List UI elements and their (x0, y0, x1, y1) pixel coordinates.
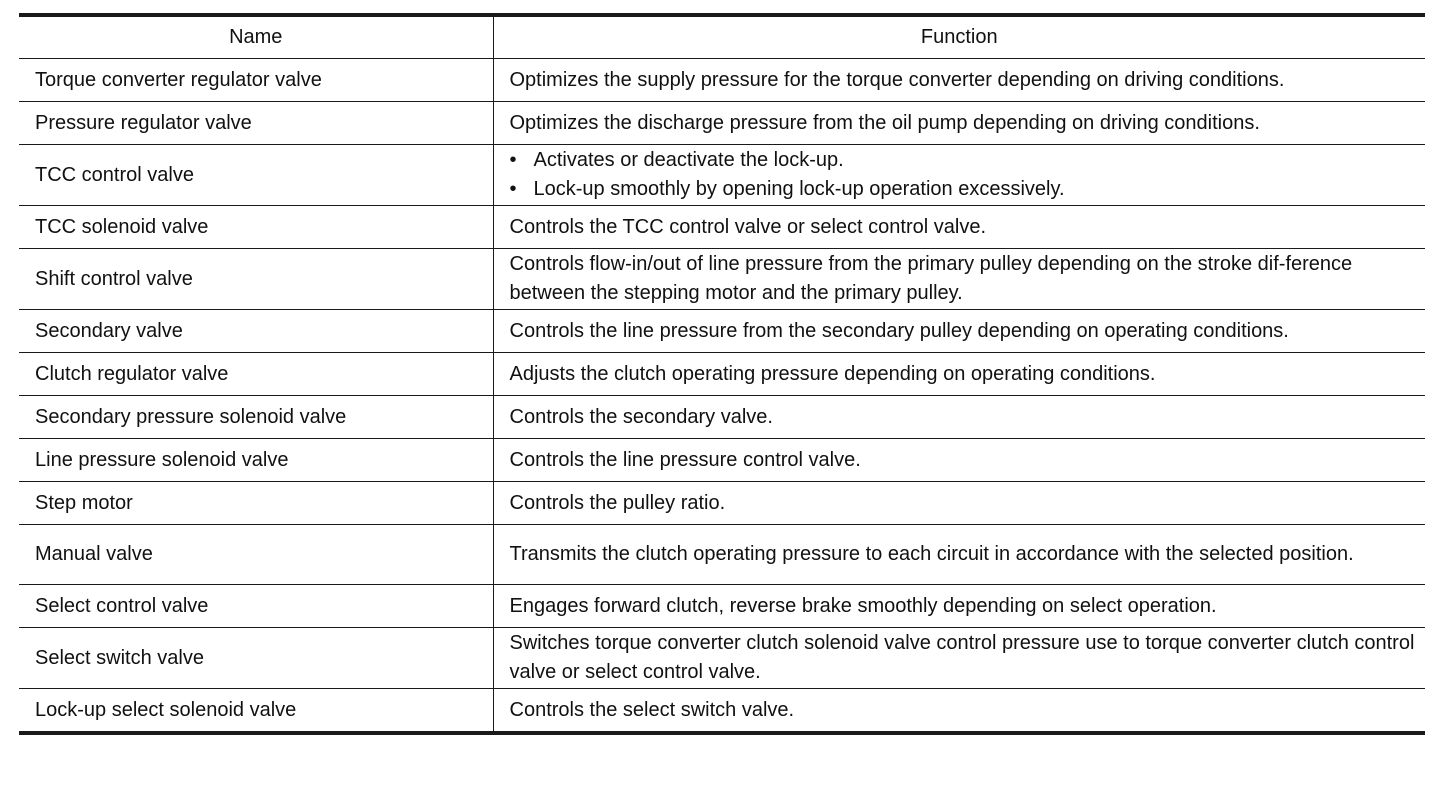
valve-name-cell: Lock-up select solenoid valve (19, 689, 493, 734)
valve-function-table (19, 13, 1425, 735)
valve-function-cell: Switches torque converter clutch solenoid valve control pressure use to torque converter clutch control valve or select control valve. (493, 628, 1425, 689)
valve-name-cell: Manual valve (19, 525, 493, 585)
table-row (19, 353, 1425, 396)
valve-function-cell: Controls the pulley ratio. (493, 482, 1425, 525)
valve-function-table-container (19, 13, 1425, 735)
valve-function-cell: Controls the line pressure control valve. (493, 439, 1425, 482)
column-header-function: Function (493, 15, 1425, 59)
valve-name-cell: Select switch valve (19, 628, 493, 689)
valve-name-cell: Secondary valve (19, 310, 493, 353)
valve-name-cell: Torque converter regulator valve (19, 59, 493, 102)
valve-function-cell: Transmits the clutch operating pressure to each circuit in accordance with the selected position. (493, 525, 1425, 585)
valve-name-cell: TCC solenoid valve (19, 206, 493, 249)
function-bullet-item: • Lock-up smoothly by opening lock-up operation excessively. (510, 175, 1418, 204)
table-row (19, 206, 1425, 249)
function-bullet-item: • Activates or deactivate the lock-up. (510, 146, 1418, 175)
valve-function-cell: Controls the select switch valve. (493, 689, 1425, 734)
valve-function-cell: Controls the TCC control valve or select control valve. (493, 206, 1425, 249)
table-header-row (19, 15, 1425, 59)
valve-function-cell: Controls the secondary valve. (493, 396, 1425, 439)
valve-function-cell: Controls flow-in/out of line pressure from the primary pulley depending on the stroke dif-ference between the stepping motor and the primary pulley. (493, 249, 1425, 310)
valve-function-cell (493, 145, 1425, 206)
valve-name-cell: Step motor (19, 482, 493, 525)
table-row (19, 482, 1425, 525)
table-row (19, 59, 1425, 102)
table-row (19, 249, 1425, 310)
table-row (19, 439, 1425, 482)
table-row (19, 525, 1425, 585)
valve-name-cell: Shift control valve (19, 249, 493, 310)
table-row (19, 585, 1425, 628)
valve-function-cell: Optimizes the discharge pressure from the oil pump depending on driving conditions. (493, 102, 1425, 145)
valve-name-cell: Line pressure solenoid valve (19, 439, 493, 482)
table-row (19, 396, 1425, 439)
valve-name-cell: Secondary pressure solenoid valve (19, 396, 493, 439)
column-header-name: Name (19, 15, 493, 59)
table-row (19, 102, 1425, 145)
valve-name-cell: Clutch regulator valve (19, 353, 493, 396)
valve-function-cell: Optimizes the supply pressure for the torque converter depending on driving conditions. (493, 59, 1425, 102)
valve-function-cell: Adjusts the clutch operating pressure depending on operating conditions. (493, 353, 1425, 396)
table-row (19, 628, 1425, 689)
function-bullet-list (510, 146, 1418, 204)
table-row (19, 145, 1425, 206)
table-row (19, 310, 1425, 353)
table-row (19, 689, 1425, 734)
valve-name-cell: Pressure regulator valve (19, 102, 493, 145)
valve-function-cell: Controls the line pressure from the secondary pulley depending on operating conditions. (493, 310, 1425, 353)
valve-name-cell: TCC control valve (19, 145, 493, 206)
valve-name-cell: Select control valve (19, 585, 493, 628)
valve-function-cell: Engages forward clutch, reverse brake smoothly depending on select operation. (493, 585, 1425, 628)
